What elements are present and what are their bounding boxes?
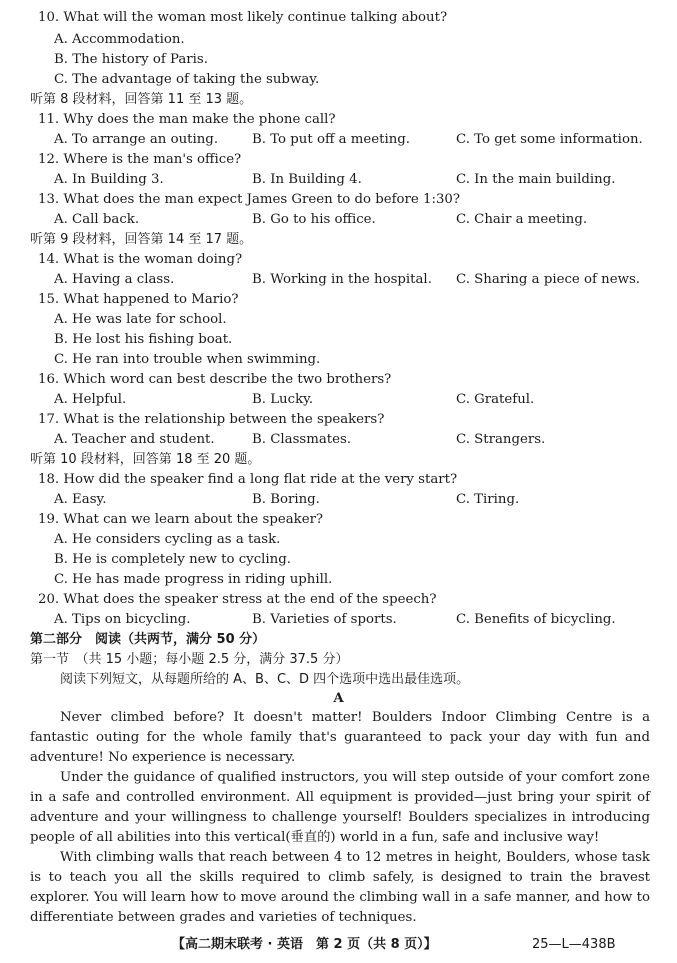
option-20c: C. Benefits of bicycling. bbox=[456, 612, 616, 627]
option-15a: A. He was late for school. bbox=[54, 312, 227, 327]
question-11: 11. Why does the man make the phone call? bbox=[38, 112, 336, 127]
option-16a: A. Helpful. bbox=[54, 392, 127, 407]
option-19b: B. He is completely new to cycling. bbox=[54, 552, 291, 567]
page-footer-code: 25—L—438B bbox=[532, 937, 616, 952]
section-10-instruction: 听第 10 段材料，回答第 18 至 20 题。 bbox=[30, 452, 261, 467]
option-18a: A. Easy. bbox=[54, 492, 107, 507]
option-15c: C. He ran into trouble when swimming. bbox=[54, 352, 321, 367]
passage-label: A bbox=[333, 691, 344, 706]
question-15: 15. What happened to Mario? bbox=[38, 292, 239, 307]
page-footer-title: 【高二期末联考 · 英语 第 2 页（共 8 页）】 bbox=[172, 937, 437, 952]
passage-paragraph-3: With climbing walls that reach between 4 to 12 metres in height, Boulders, whose task is to teach you all the skills required to climb safely, is designed to train the bravest explorer. You will learn how to move around the climbing wall in a safe manner, and how to differentiate between grades and varieties of techniques. bbox=[30, 850, 650, 925]
question-13: 13. What does the man expect James Green to do before 1:30? bbox=[38, 192, 460, 207]
option-20a: A. Tips on bicycling. bbox=[54, 612, 191, 627]
option-13b: B. Go to his office. bbox=[252, 212, 376, 227]
option-20b: B. Varieties of sports. bbox=[252, 612, 397, 627]
option-14c: C. Sharing a piece of news. bbox=[456, 272, 641, 287]
passage-paragraph-2: Under the guidance of qualified instructors, you will step outside of your comfort zone in a safe and controlled environment. All equipment is provided—just bring your spirit of adventure and your willingness to challenge yourself! Boulders specializes in introducing people of all abilities into this vertical(垂直的) world in a fun, safe and inclusive way! bbox=[30, 770, 650, 845]
question-17: 17. What is the relationship between the speakers? bbox=[38, 412, 385, 427]
option-11c: C. To get some information. bbox=[456, 132, 643, 147]
option-13a: A. Call back. bbox=[54, 212, 140, 227]
option-15b: B. He lost his fishing boat. bbox=[54, 332, 233, 347]
option-12c: C. In the main building. bbox=[456, 172, 616, 187]
question-14: 14. What is the woman doing? bbox=[38, 252, 243, 267]
option-12b: B. In Building 4. bbox=[252, 172, 362, 187]
option-19a: A. He considers cycling as a task. bbox=[54, 532, 281, 547]
option-17a: A. Teacher and student. bbox=[54, 432, 215, 447]
option-16b: B. Lucky. bbox=[252, 392, 314, 407]
question-20: 20. What does the speaker stress at the end of the speech? bbox=[38, 592, 437, 607]
question-12: 12. Where is the man's office? bbox=[38, 152, 242, 167]
option-10a: A. Accommodation. bbox=[54, 32, 185, 47]
question-19: 19. What can we learn about the speaker? bbox=[38, 512, 324, 527]
option-18b: B. Boring. bbox=[252, 492, 320, 507]
section-one-heading: 第一节 （共 15 小题；每小题 2.5 分，满分 37.5 分） bbox=[30, 652, 349, 667]
option-14b: B. Working in the hospital. bbox=[252, 272, 432, 287]
option-11b: B. To put off a meeting. bbox=[252, 132, 411, 147]
question-16: 16. Which word can best describe the two brothers? bbox=[38, 372, 392, 387]
passage-paragraph-1: Never climbed before? It doesn't matter! Boulders Indoor Climbing Centre is a fantastic outing for the whole family that's guaranteed to pack your day with fun and adventure! No experience is necessary. bbox=[30, 710, 650, 765]
part-two-heading: 第二部分 阅读（共两节，满分 50 分） bbox=[30, 632, 266, 647]
option-14a: A. Having a class. bbox=[54, 272, 175, 287]
option-16c: C. Grateful. bbox=[456, 392, 535, 407]
option-11a: A. To arrange an outing. bbox=[54, 132, 219, 147]
option-17c: C. Strangers. bbox=[456, 432, 546, 447]
option-13c: C. Chair a meeting. bbox=[456, 212, 588, 227]
reading-instruction: 阅读下列短文，从每题所给的 A、B、C、D 四个选项中选出最佳选项。 bbox=[60, 672, 470, 687]
option-10b: B. The history of Paris. bbox=[54, 52, 208, 67]
option-10c: C. The advantage of taking the subway. bbox=[54, 72, 320, 87]
section-8-instruction: 听第 8 段材料，回答第 11 至 13 题。 bbox=[30, 92, 253, 107]
option-17b: B. Classmates. bbox=[252, 432, 352, 447]
question-18: 18. How did the speaker find a long flat ride at the very start? bbox=[38, 472, 458, 487]
option-19c: C. He has made progress in riding uphill. bbox=[54, 572, 333, 587]
section-9-instruction: 听第 9 段材料，回答第 14 至 17 题。 bbox=[30, 232, 253, 247]
option-12a: A. In Building 3. bbox=[54, 172, 164, 187]
option-18c: C. Tiring. bbox=[456, 492, 520, 507]
question-10: 10. What will the woman most likely continue talking about? bbox=[38, 10, 448, 25]
